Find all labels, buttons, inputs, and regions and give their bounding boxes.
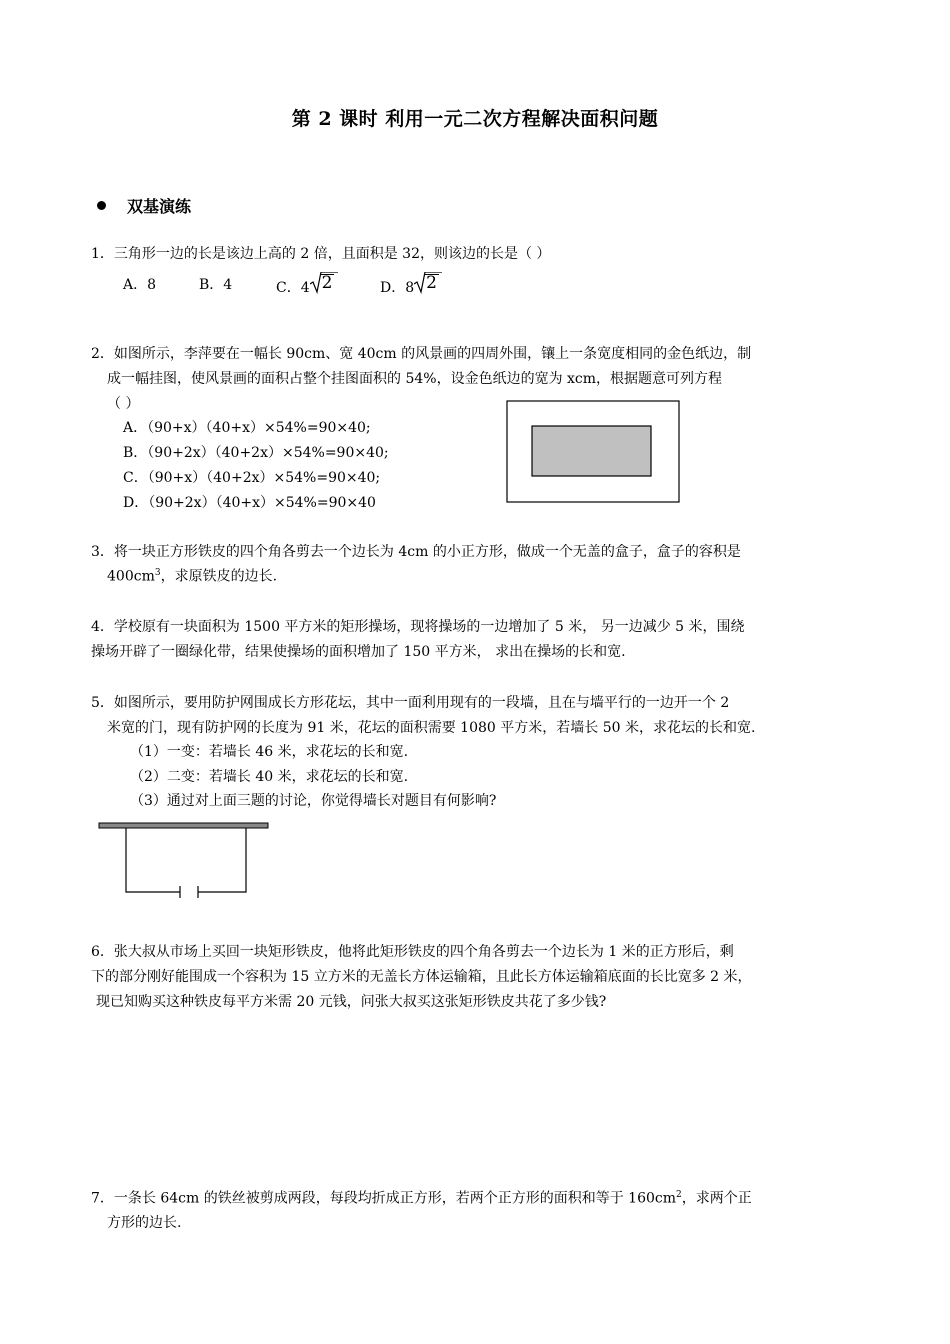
- sqrt-symbol: [310, 273, 335, 296]
- q1-option-c-label: C．4: [276, 280, 310, 296]
- q1-option-b: B．4: [199, 277, 233, 293]
- fence-left-side: [126, 828, 180, 892]
- q1-option-a: A．8: [123, 277, 157, 293]
- fence-right-side: [198, 828, 246, 892]
- q3-volume-exponent: 3: [154, 568, 161, 578]
- page-title: 第 2 课时 利用一元二次方程解决面积问题: [291, 108, 659, 130]
- section-heading-text: 双基演练: [127, 197, 192, 216]
- q2-option-d: D．（90+2x）（40+x）×54%=90×40: [123, 495, 376, 511]
- q2-line-3: （ ）: [107, 396, 140, 412]
- sqrt-symbol: [414, 273, 439, 296]
- q3-line-2: [107, 569, 277, 584]
- q2-option-b: B．（90+2x）（40+2x）×54%=90×40;: [123, 445, 389, 461]
- q7-text: 7．一条长 64cm 的铁丝被剪成两段，每段均折成正方形，若两个正方形的面积和等于 160cm: [91, 1190, 677, 1207]
- q5-variant-1: （1）一变：若墙长 46 米，求花坛的长和宽.: [130, 744, 409, 760]
- q1-c-radicand: 2: [321, 273, 333, 293]
- q7-line-2: 方形的边长.: [107, 1215, 182, 1231]
- q7-area-exponent: 2: [676, 1190, 682, 1200]
- q4-line-1: 4．学校原有一块面积为 1500 平方米的矩形操场，现将操场的一边增加了 5 米， 另一边减少 5 米，围绕: [91, 619, 745, 635]
- q3-line-1: 3．将一块正方形铁皮的四个角各剪去一个边长为 4cm 的小正方形，做成一个无盖的盒子，盒子的容积是: [91, 544, 741, 560]
- q7-line-1: [91, 1191, 752, 1206]
- section-heading: [97, 194, 191, 217]
- bullet-icon: [97, 201, 106, 210]
- framed-painting-figure: [506, 400, 681, 504]
- q5-variant-3: （3）通过对上面三题的讨论，你觉得墙长对题目有何影响?: [130, 793, 497, 809]
- q3-volume: 400cm: [107, 568, 155, 585]
- q1-stem: 1．三角形一边的长是该边上高的 2 倍，且面积是 32，则该边的长是（ ）: [91, 246, 551, 262]
- q7-text-end: ，求两个正: [681, 1190, 752, 1207]
- q5-variant-2: （2）二变：若墙长 40 米，求花坛的长和宽.: [130, 769, 409, 785]
- q2-line-2: 成一幅挂图，使风景画的面积占整个挂图面积的 54%，设金色纸边的宽为 xcm，根据题意可列方程: [107, 371, 723, 387]
- q1-option-d-label: D．8: [380, 280, 415, 296]
- q2-option-a: A．（90+x）（40+x）×54%=90×40;: [123, 420, 371, 436]
- q4-line-2: 操场开辟了一圈绿化带，结果使操场的面积增加了 150 平方米， 求出在操场的长和宽.: [91, 644, 626, 660]
- q6-line-1: 6．张大叔从市场上买回一块矩形铁皮，他将此矩形铁皮的四个角各剪去一个边长为 1 米的正方形后，剩: [91, 944, 734, 960]
- q5-line-2: 米宽的门，现有防护网的长度为 91 米，花坛的面积需要 1080 平方米，若墙长 50 米，求花坛的长和宽.: [107, 720, 756, 736]
- q2-line-1: 2．如图所示，李萍要在一幅长 90cm、宽 40cm 的风景画的四周外围，镶上一条宽度相同的金色纸边，制: [91, 346, 752, 362]
- q5-line-1: 5．如图所示，要用防护网围成长方形花坛，其中一面利用现有的一段墙，且在与墙平行的一边开一个 2: [91, 695, 730, 711]
- q1-d-radicand: 2: [426, 273, 437, 293]
- flowerbed-figure: [96, 820, 274, 900]
- inner-painting: [532, 426, 651, 476]
- q3-question: ，求原铁皮的边长.: [160, 568, 278, 585]
- q2-option-c: C．（90+x）（40+2x）×54%=90×40;: [123, 470, 381, 486]
- q6-line-2: 下的部分刚好能围成一个容积为 15 立方米的无盖长方体运输箱，且此长方体运输箱底面的长比宽多 2 米，: [91, 969, 752, 985]
- q1-option-d: [380, 273, 439, 296]
- q1-option-c: [276, 273, 334, 296]
- wall: [99, 823, 268, 828]
- q6-line-3: 现已知购买这种铁皮每平方米需 20 元钱，问张大叔买这张矩形铁皮共花了多少钱?: [96, 994, 607, 1010]
